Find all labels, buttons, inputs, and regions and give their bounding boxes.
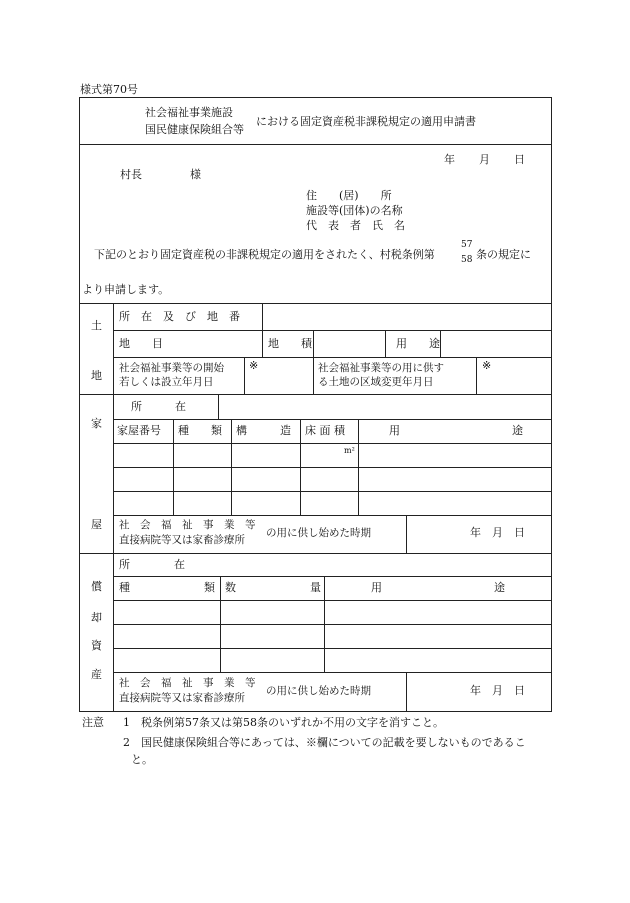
application-text-3: より申請します。 xyxy=(82,283,170,296)
application-text-1: 下記のとおり固定資産税の非課税規定の適用をされたく、村税条例第 xyxy=(94,248,435,261)
dep-side-1: 償 xyxy=(91,580,102,593)
representative-label: 代 表 者 氏 名 xyxy=(306,219,405,232)
start-date-label-2: 若しくは設立年月日 xyxy=(119,376,214,388)
land-location-label: 所 在 及 び 地 番 xyxy=(119,310,240,323)
house-location-label: 所 在 xyxy=(131,400,186,413)
dep-kind-label-a: 種 xyxy=(119,581,130,594)
mark-2: ※ xyxy=(482,359,492,372)
dep-location-label: 所 在 xyxy=(119,558,185,571)
house-use-label-b: 途 xyxy=(512,424,523,437)
house-structure-label: 構 造 xyxy=(236,424,291,437)
land-area-label: 地 積 xyxy=(268,337,312,350)
area-unit: m² xyxy=(344,446,355,455)
notes-label: 注意 xyxy=(82,716,104,729)
dep-side-3: 資 xyxy=(91,639,102,652)
dep-side-2: 却 xyxy=(91,611,102,624)
dep-use-label-a: 用 xyxy=(371,581,382,594)
date-month: 月 xyxy=(479,153,490,166)
dep-ymd: 年 月 日 xyxy=(470,684,525,697)
article-57: 57 xyxy=(461,240,473,250)
village-head: 村長 xyxy=(120,168,142,181)
change-date-label-2: る土地の区域変更年月日 xyxy=(318,376,434,388)
change-date-label-1: 社会福祉事業等の用に供す xyxy=(318,362,444,374)
land-side-1: 土 xyxy=(91,319,102,332)
form-number: 様式第70号 xyxy=(80,83,138,96)
title-rest: における固定資産税非課税規定の適用申請書 xyxy=(256,115,476,128)
house-side-2: 屋 xyxy=(91,518,102,531)
house-biz-label-3: の用に供し始めた時期 xyxy=(266,527,371,539)
address-label: 住 (居) 所 xyxy=(306,189,392,202)
start-date-label-1: 社会福祉事業等の開始 xyxy=(119,362,224,374)
title-line1: 社会福祉事業施設 xyxy=(145,106,233,119)
dep-biz-label-1: 社 会 福 祉 事 業 等 xyxy=(119,677,256,689)
facility-name-label: 施設等(団体)の名称 xyxy=(306,204,403,217)
dep-use-label-b: 途 xyxy=(494,581,505,594)
house-side-1: 家 xyxy=(91,417,102,430)
dep-qty-label-a: 数 xyxy=(225,581,236,594)
note-2-cont: と。 xyxy=(131,753,153,766)
title-line2: 国民健康保険組合等 xyxy=(145,123,244,136)
house-floor-area-label: 床 面 積 xyxy=(305,424,345,437)
article-58: 58 xyxy=(461,255,473,265)
honorific: 様 xyxy=(190,168,201,181)
dep-biz-label-3: の用に供し始めた時期 xyxy=(266,685,371,697)
land-use-label: 用 途 xyxy=(396,337,440,350)
dep-side-4: 産 xyxy=(91,668,102,681)
house-biz-label-1: 社 会 福 祉 事 業 等 xyxy=(119,519,256,531)
house-use-label-a: 用 xyxy=(389,424,400,437)
dep-qty-label-b: 量 xyxy=(310,581,321,594)
house-ymd: 年 月 日 xyxy=(470,526,525,539)
date-year: 年 xyxy=(444,153,455,166)
note-1: 1 税条例第57条又は第58条のいずれか不用の文字を消すこと。 xyxy=(123,716,444,729)
note-2: 2 国民健康保険組合等にあっては、※欄についての記載を要しないものであるこ xyxy=(123,736,526,749)
house-number-label: 家屋番号 xyxy=(117,424,161,437)
date-day: 日 xyxy=(514,153,525,166)
dep-kind-label-b: 類 xyxy=(204,581,215,594)
mark-1: ※ xyxy=(249,359,259,372)
dep-biz-label-2: 直接病院等又は家畜診療所 xyxy=(119,692,245,704)
land-side-2: 地 xyxy=(91,369,102,382)
application-text-2: 条の規定に xyxy=(476,248,531,261)
land-category-label: 地 目 xyxy=(119,337,163,350)
house-kind-label: 種 類 xyxy=(178,424,222,437)
house-biz-label-2: 直接病院等又は家畜診療所 xyxy=(119,534,245,546)
